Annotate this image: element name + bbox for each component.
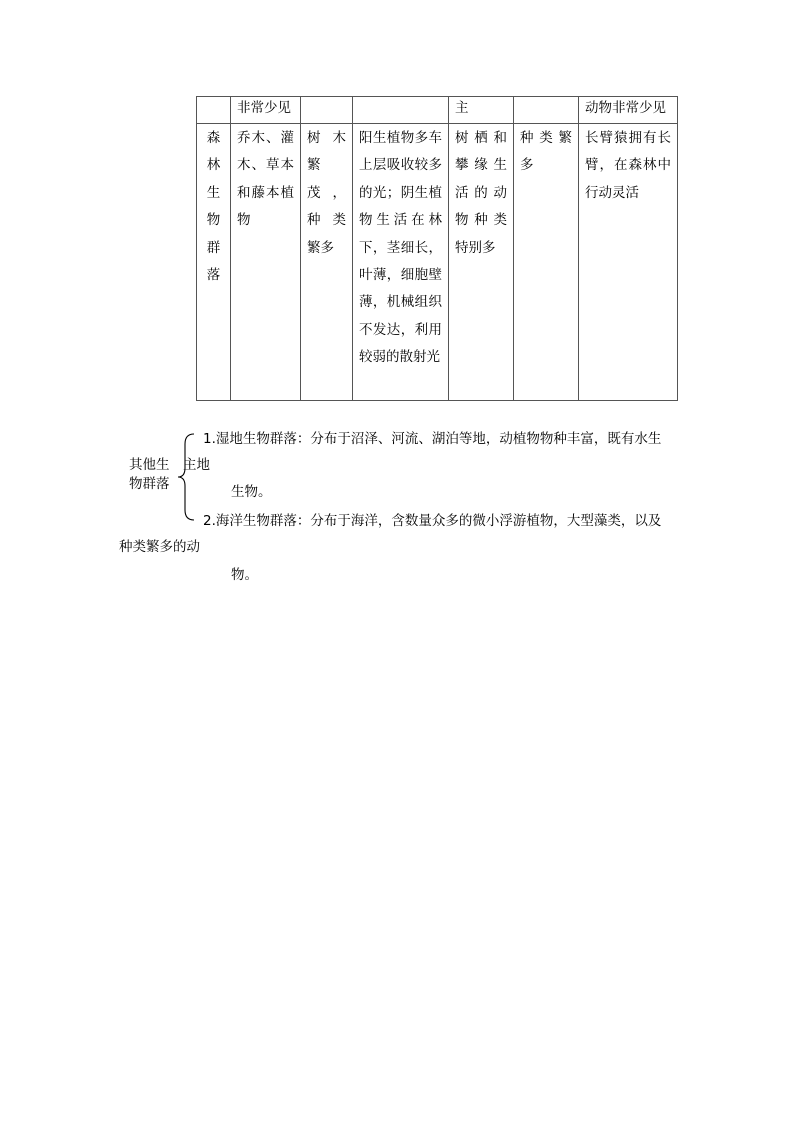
animal-habit-cell: 树栖和攀缘生活的动物种类特别多 <box>449 124 514 401</box>
name-char: 生 <box>206 184 221 201</box>
name-char: 物 <box>206 212 221 229</box>
wetland-item-line: 生物。 <box>231 484 272 500</box>
ocean-item-line: 物。 <box>231 567 258 583</box>
wetland-item-line: 1.湿地生物群落：分布于沼泽、河流、湖泊等地，动植物物种丰富，既有水生 <box>203 431 662 447</box>
plant-adaptation-cell: 阳生植物多车上层吸收较多的光；阴生植物生活在林下，茎细长，叶薄，细胞壁薄，机械组织不发达，利用较弱的散射光 <box>353 124 449 401</box>
plants-cell: 乔木、灌木、草本和藤本植物 <box>231 124 301 401</box>
name-char: 群 <box>206 239 221 256</box>
animal-status-cell: 种类繁多 <box>514 124 579 401</box>
animal-adaptation-cell: 长臂猿拥有长臂，在森林中行动灵活 <box>579 124 678 401</box>
ocean-item-overlap: 种类繁多的动 <box>119 539 200 555</box>
plant-status-cell: 树木繁茂，种类繁多 <box>301 124 353 401</box>
ocean-item-line: 2.海洋生物群落：分布于海洋，含数量众多的微小浮游植物，大型藻类，以及 <box>203 513 662 529</box>
group-label: 物群落 <box>129 476 170 492</box>
table-cell: 主 <box>449 97 514 124</box>
name-char: 林 <box>206 157 221 174</box>
curly-brace-icon <box>176 432 198 522</box>
table-cell: 非常少见 <box>231 97 301 124</box>
table-cell: 动物非常少见 <box>579 97 678 124</box>
name-char: 森 <box>206 130 221 146</box>
overlap-text: 主地 <box>183 457 210 473</box>
name-char: 落 <box>206 267 221 284</box>
group-label: 其他生 <box>129 457 170 473</box>
